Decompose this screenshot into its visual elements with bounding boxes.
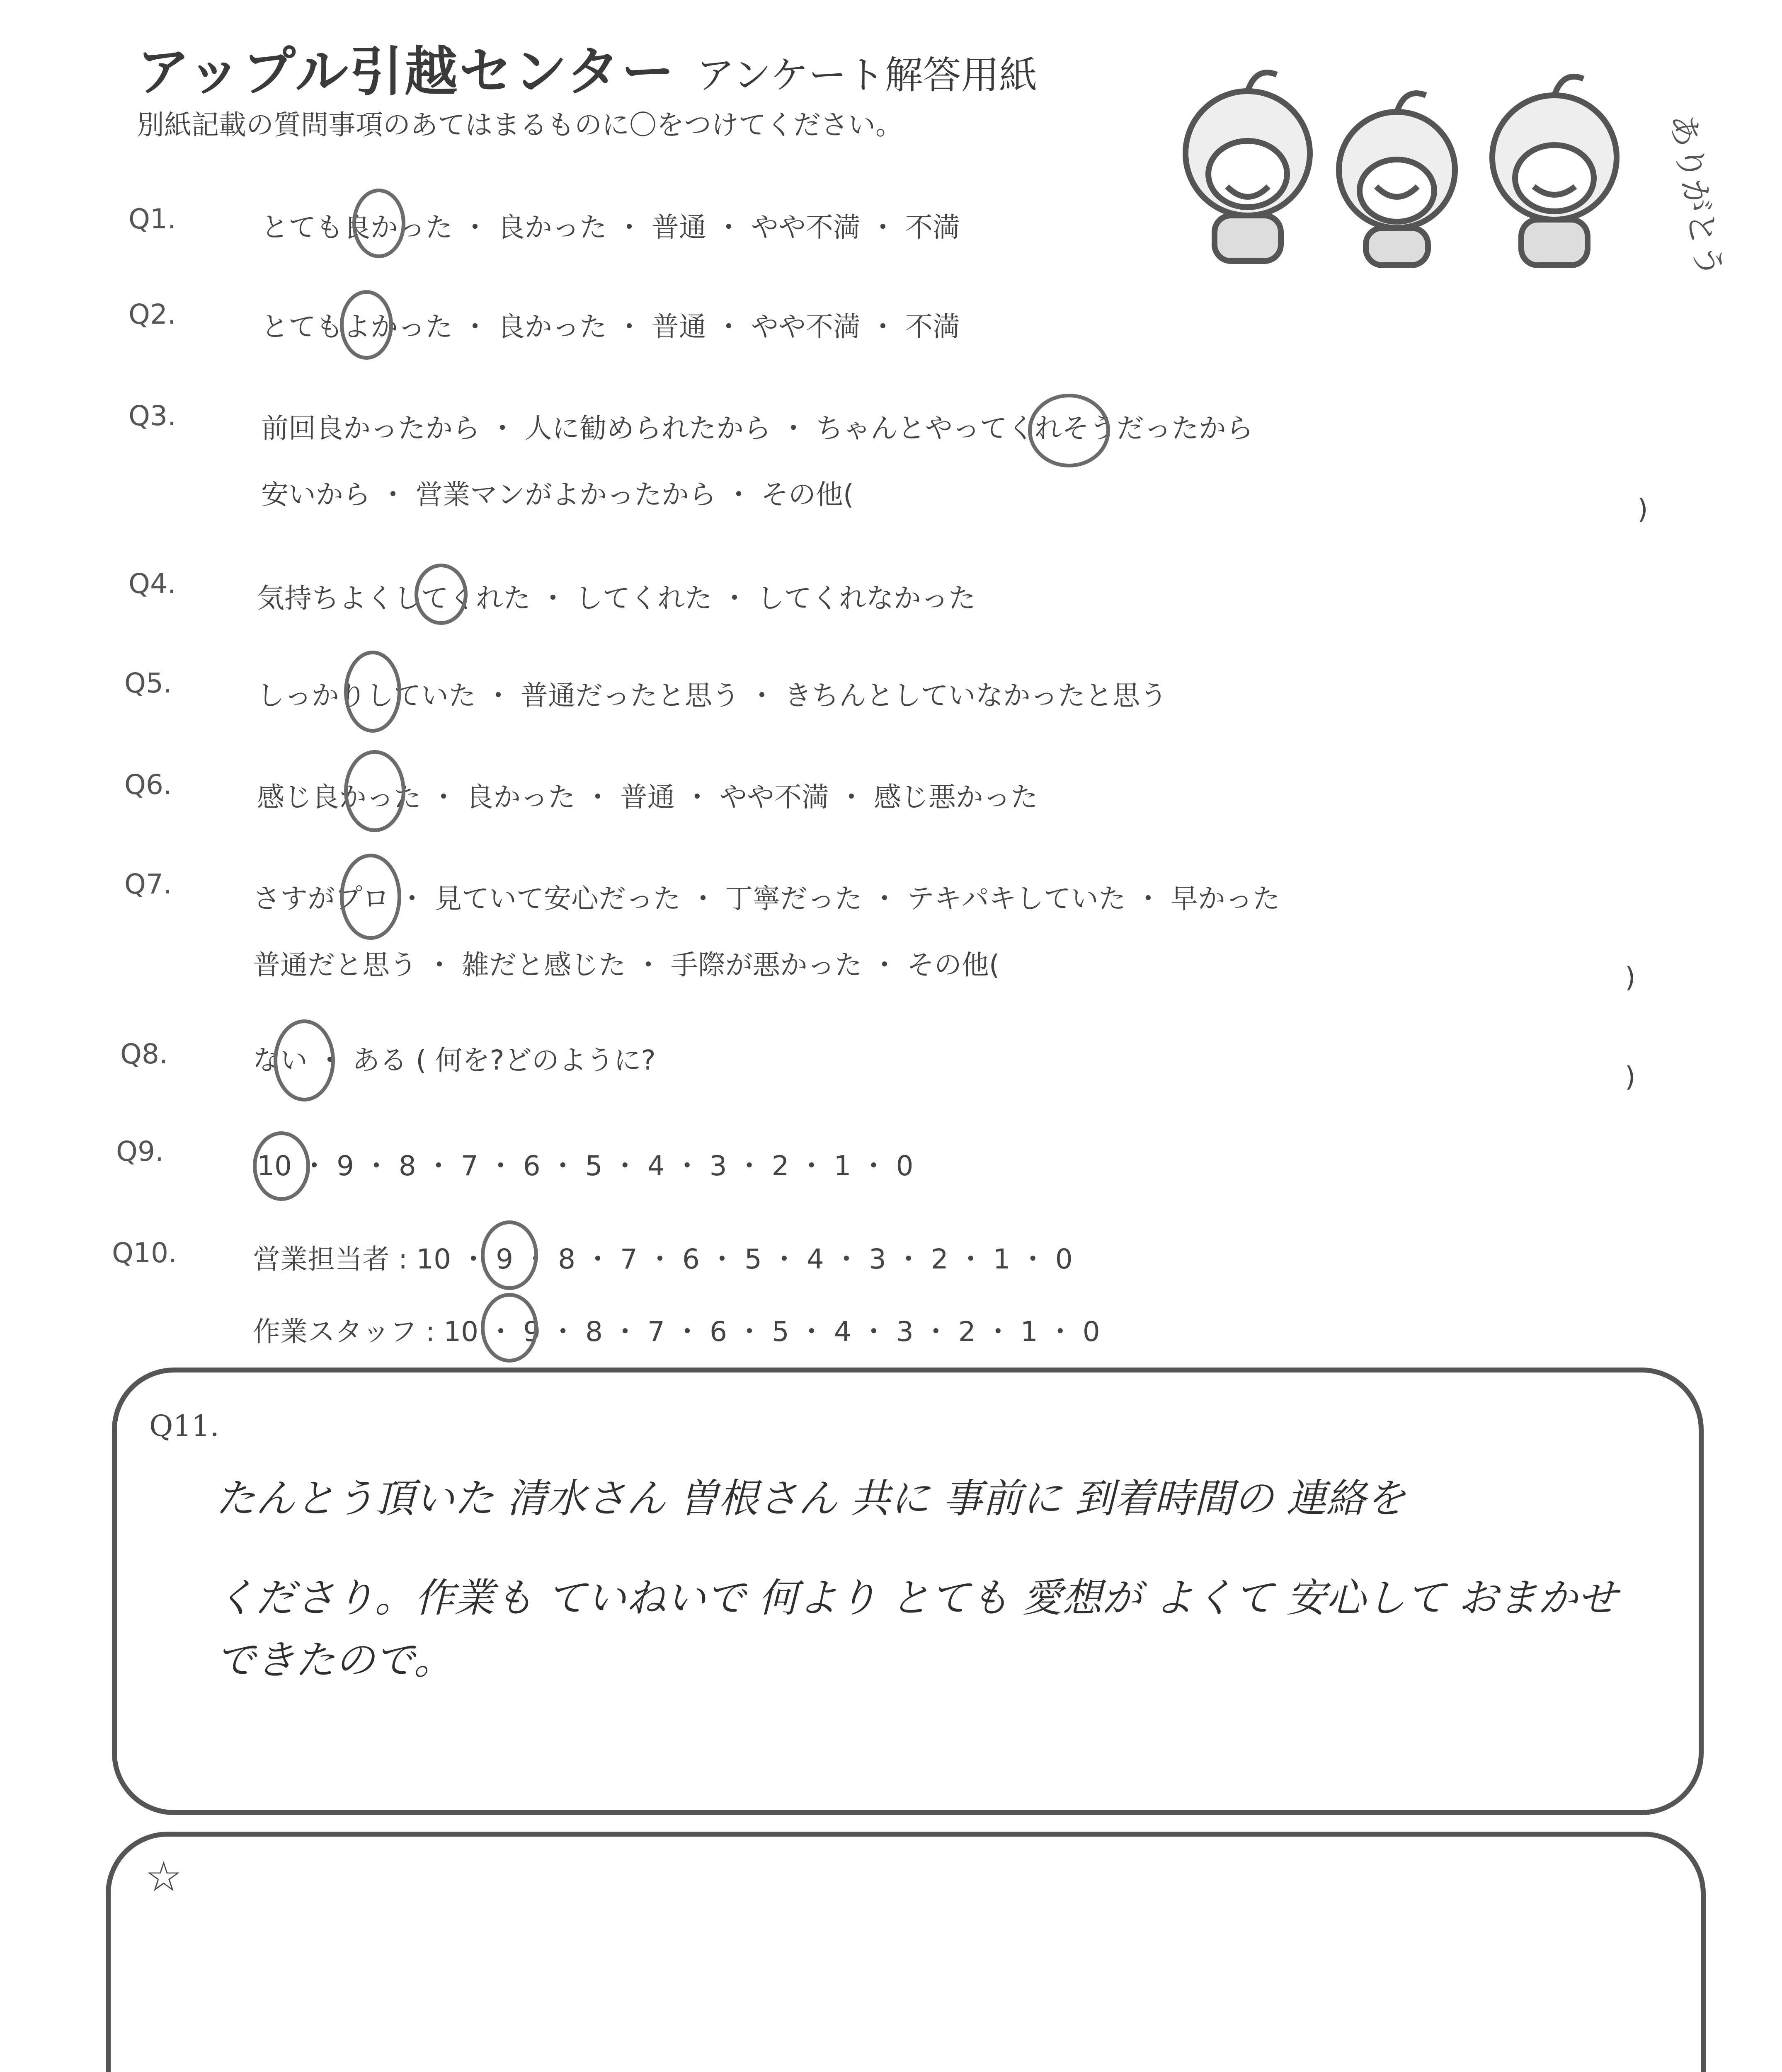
- q5-options: しっかりしていた ・ 普通だったと思う ・ きちんとしていなかったと思う: [257, 680, 1167, 712]
- q11-answer-line-2: くださり。作業も ていねいで 何より とても 愛想が よくて 安心して おまかせ: [216, 1575, 1617, 1621]
- q11-answer-line-1: たんとう頂いた 清水さん 曽根さん 共に 事前に 到着時間の 連絡を: [216, 1475, 1406, 1522]
- q10-sales-scale: 営業担当者 : 10 ・ 9 ・ 8 ・ 7 ・ 6 ・ 5 ・ 4 ・ 3 ・ 2 ・ 1 ・ 0: [253, 1243, 1073, 1275]
- q2-number: Q2.: [128, 298, 176, 330]
- q10-sales-answer-circle: [481, 1220, 538, 1290]
- q9-scale: 10 ・ 9 ・ 8 ・ 7 ・ 6 ・ 5 ・ 4 ・ 3 ・ 2 ・ 1 ・ 0: [257, 1150, 914, 1182]
- star-icon: ☆: [145, 1852, 182, 1901]
- q3-answer-circle: [1028, 394, 1110, 467]
- q9-number: Q9.: [116, 1135, 164, 1167]
- q9-answer-circle: [253, 1131, 310, 1201]
- q10-staff-scale: 作業スタッフ : 10 ・ 9 ・ 8 ・ 7 ・ 6 ・ 5 ・ 4 ・ 3 ・ 2 ・ 1 ・ 0: [253, 1316, 1100, 1348]
- form-title: アップル引越センター: [137, 41, 676, 103]
- q7-number: Q7.: [124, 868, 172, 900]
- q8-options: ない ・ ある ( 何を?どのように?: [253, 1044, 656, 1076]
- q8-close-paren: ): [1625, 1061, 1636, 1093]
- q1-answer-circle: [352, 189, 405, 258]
- q8-answer-circle: [274, 1019, 335, 1101]
- q4-number: Q4.: [128, 568, 176, 600]
- q3-close-paren: ): [1637, 493, 1648, 525]
- q3-options-line1: 前回良かったから ・ 人に勧められたから ・ ちゃんとやってくれそうだったから: [261, 412, 1253, 444]
- monkey-mascots-illustration: [1152, 50, 1730, 281]
- q11-label: Q11.: [149, 1409, 219, 1443]
- q8-number: Q8.: [120, 1038, 168, 1070]
- q6-answer-circle: [344, 750, 405, 832]
- q5-number: Q5.: [124, 667, 172, 699]
- q3-options-line2: 安いから ・ 営業マンがよかったから ・ その他(: [261, 479, 854, 511]
- q4-options: 気持ちよくしてくれた ・ してくれた ・ してくれなかった: [257, 582, 976, 614]
- q3-number: Q3.: [128, 400, 176, 432]
- q1-number: Q1.: [128, 203, 176, 235]
- mascot-caption: ありがとう: [1663, 111, 1730, 281]
- q2-options: とてもよかった ・ 良かった ・ 普通 ・ やや不満 ・ 不満: [261, 311, 960, 343]
- q7-options-line1: さすがプロ ・ 見ていて安心だった ・ 丁寧だった ・ テキパキしていた ・ 早かった: [253, 883, 1280, 915]
- q10-number: Q10.: [112, 1237, 177, 1269]
- q11-answer-line-3: できたので。: [216, 1637, 454, 1683]
- q1-options: とても良かった ・ 良かった ・ 普通 ・ やや不満 ・ 不満: [261, 211, 960, 243]
- q10-staff-answer-circle: [481, 1293, 538, 1363]
- q6-options: 感じ良かった ・ 良かった ・ 普通 ・ やや不満 ・ 感じ悪かった: [257, 781, 1038, 813]
- q7-answer-circle: [340, 854, 401, 940]
- q7-options-line2: 普通だと思う ・ 雑だと感じた ・ 手際が悪かった ・ その他(: [253, 949, 1000, 981]
- star-comment-box: [106, 1832, 1706, 2072]
- form-instruction: 別紙記載の質問事項のあてはまるものに〇をつけてください。: [137, 109, 903, 141]
- q2-answer-circle: [340, 290, 393, 360]
- form-subtitle: アンケート解答用紙: [696, 53, 1038, 97]
- q4-answer-circle: [415, 564, 468, 625]
- q6-number: Q6.: [124, 769, 172, 801]
- q5-answer-circle: [344, 651, 401, 733]
- q7-close-paren: ): [1625, 961, 1636, 993]
